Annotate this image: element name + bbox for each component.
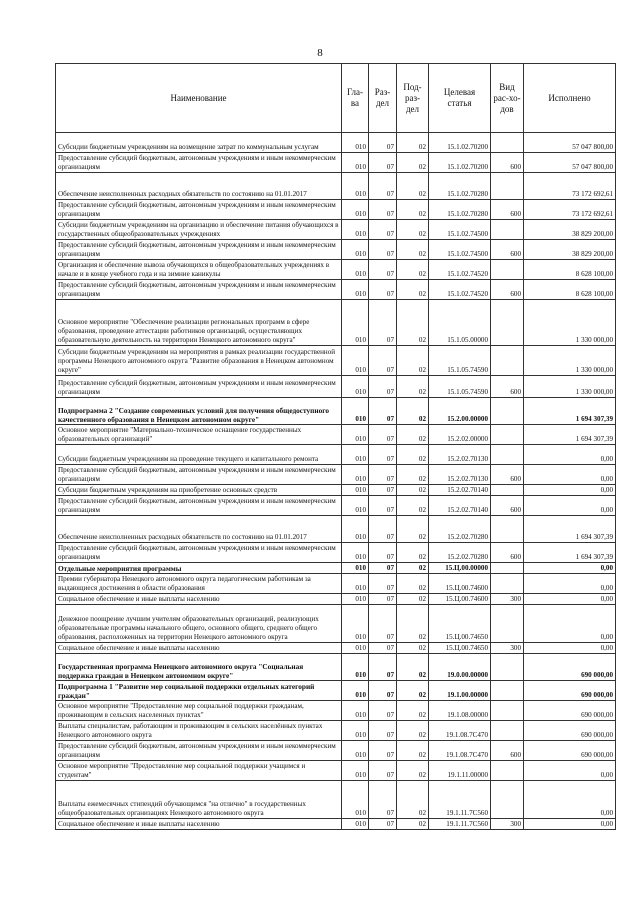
cell-vid: 600 [491, 543, 524, 563]
cell-vid: 600 [491, 376, 524, 398]
cell-podrazdel: 02 [397, 654, 429, 681]
cell-glava: 010 [342, 761, 369, 781]
cell-podrazdel: 02 [397, 220, 429, 240]
cell-vid [491, 173, 524, 200]
cell-glava: 010 [342, 260, 369, 280]
cell-amount: 73 172 692,61 [524, 200, 616, 220]
cell-vid: 600 [491, 240, 524, 260]
cell-vid [491, 574, 524, 594]
cell-name: Подпрограмма 2 "Создание современных условий для получения общедоступного качественного образования в Ненецком автономном округе" [56, 398, 342, 425]
cell-amount: 0,00 [524, 605, 616, 643]
cell-podrazdel: 02 [397, 563, 429, 574]
cell-glava: 010 [342, 200, 369, 220]
cell-tselevaya: 15.2.02.70130 [429, 445, 491, 465]
table-row [56, 574, 616, 594]
cell-name: Предоставление субсидий бюджетным, автономным учреждениям и иным некоммерческим организациям [56, 496, 342, 516]
cell-glava: 010 [342, 346, 369, 376]
table-row [56, 240, 616, 260]
cell-vid: 300 [491, 594, 524, 605]
cell-amount: 0,00 [524, 761, 616, 781]
cell-glava: 010 [342, 654, 369, 681]
cell-amount: 1 694 307,39 [524, 543, 616, 563]
cell-amount: 8 628 100,00 [524, 280, 616, 300]
header-razdel: Раз-дел [369, 64, 397, 133]
table-row [56, 133, 616, 153]
table-row [56, 681, 616, 701]
header-tselevaya: Целевая статья [429, 64, 491, 133]
cell-glava: 010 [342, 240, 369, 260]
table-row [56, 200, 616, 220]
cell-name: Предоставление субсидий бюджетным, автономным учреждениям и иным некоммерческим организациям [56, 240, 342, 260]
cell-amount: 690 000,00 [524, 681, 616, 701]
cell-tselevaya: 19.1.08.7С470 [429, 741, 491, 761]
cell-glava: 010 [342, 173, 369, 200]
cell-vid: 600 [491, 280, 524, 300]
cell-razdel: 07 [369, 681, 397, 701]
cell-name: Выплаты специалистам, работающим и проживающим в сельских населённых пунктах Ненецкого автономного округа [56, 721, 342, 741]
cell-name: Предоставление субсидий бюджетным, автономным учреждениям и иным некоммерческим организациям [56, 200, 342, 220]
cell-podrazdel: 02 [397, 260, 429, 280]
cell-glava: 010 [342, 376, 369, 398]
cell-podrazdel: 02 [397, 574, 429, 594]
cell-name: Выплаты ежемесячных стипендий обучающимся "на отлично" в государственных общеобразовательных организациях Ненецкого автономного округа [56, 781, 342, 819]
budget-table [55, 63, 616, 830]
cell-razdel: 07 [369, 376, 397, 398]
cell-name: Основное мероприятие "Предоставление мер социальной поддержки учащимся и студентам" [56, 761, 342, 781]
cell-podrazdel: 02 [397, 398, 429, 425]
cell-vid [491, 485, 524, 496]
cell-podrazdel: 02 [397, 701, 429, 721]
cell-amount: 0,00 [524, 594, 616, 605]
cell-name: Предоставление субсидий бюджетным, автономным учреждениям и иным некоммерческим организациям [56, 543, 342, 563]
cell-glava: 010 [342, 563, 369, 574]
cell-podrazdel: 02 [397, 445, 429, 465]
cell-vid [491, 260, 524, 280]
table-row [56, 516, 616, 543]
cell-name: Премии губернатора Ненецкого автономного округа педагогическим работникам за выдающиеся достижения в области образования [56, 574, 342, 594]
cell-amount: 1 330 000,00 [524, 346, 616, 376]
cell-podrazdel: 02 [397, 153, 429, 173]
cell-amount: 0,00 [524, 496, 616, 516]
table-row [56, 496, 616, 516]
header-podrazdel: Под-раз-дел [397, 64, 429, 133]
cell-tselevaya: 15.2.02.70140 [429, 496, 491, 516]
cell-podrazdel: 02 [397, 721, 429, 741]
cell-tselevaya: 15.1.05.00000 [429, 300, 491, 346]
cell-tselevaya: 15.Ц.00.74600 [429, 574, 491, 594]
cell-amount: 690 000,00 [524, 701, 616, 721]
cell-amount: 690 000,00 [524, 654, 616, 681]
cell-podrazdel: 02 [397, 543, 429, 563]
cell-amount: 0,00 [524, 445, 616, 465]
cell-razdel: 07 [369, 721, 397, 741]
cell-vid: 600 [491, 465, 524, 485]
cell-name: Предоставление субсидий бюджетным, автономным учреждениям и иным некоммерческим организациям [56, 465, 342, 485]
cell-name: Социальное обеспечение и иные выплаты населению [56, 594, 342, 605]
cell-tselevaya: 15.1.02.70200 [429, 153, 491, 173]
cell-vid [491, 654, 524, 681]
cell-glava: 010 [342, 445, 369, 465]
cell-name: Социальное обеспечение и иные выплаты населению [56, 643, 342, 654]
cell-glava: 010 [342, 701, 369, 721]
cell-podrazdel: 02 [397, 741, 429, 761]
cell-name: Отдельные мероприятия программы [56, 563, 342, 574]
cell-razdel: 07 [369, 496, 397, 516]
cell-vid [491, 398, 524, 425]
cell-razdel: 07 [369, 485, 397, 496]
cell-razdel: 07 [369, 173, 397, 200]
cell-razdel: 07 [369, 445, 397, 465]
cell-vid [491, 781, 524, 819]
cell-amount: 8 628 100,00 [524, 260, 616, 280]
cell-podrazdel: 02 [397, 173, 429, 200]
cell-name: Государственная программа Ненецкого автономного округа "Социальная поддержка граждан в Ненецком автономном округе" [56, 654, 342, 681]
cell-tselevaya: 15.1.02.74520 [429, 260, 491, 280]
cell-podrazdel: 02 [397, 643, 429, 654]
cell-name: Основное мероприятие "Обеспечение реализации региональных программ в сфере образования, проведение аттестации работников организаций, осуществляющих образовательную деятельность на территории Ненецкого автономного округа" [56, 300, 342, 346]
table-row [56, 761, 616, 781]
cell-razdel: 07 [369, 425, 397, 445]
cell-amount: 0,00 [524, 563, 616, 574]
cell-vid [491, 425, 524, 445]
cell-podrazdel: 02 [397, 200, 429, 220]
table-row [56, 654, 616, 681]
cell-amount: 690 000,00 [524, 721, 616, 741]
cell-razdel: 07 [369, 594, 397, 605]
header-name: Наименование [56, 64, 342, 133]
cell-amount: 0,00 [524, 574, 616, 594]
cell-razdel: 07 [369, 543, 397, 563]
cell-amount: 38 829 200,00 [524, 240, 616, 260]
cell-razdel: 07 [369, 133, 397, 153]
cell-razdel: 07 [369, 260, 397, 280]
table-row [56, 398, 616, 425]
cell-podrazdel: 02 [397, 681, 429, 701]
cell-podrazdel: 02 [397, 300, 429, 346]
cell-tselevaya: 15.2.00.00000 [429, 398, 491, 425]
table-row [56, 563, 616, 574]
cell-name: Предоставление субсидий бюджетным, автономным учреждениям и иным некоммерческим организациям [56, 741, 342, 761]
cell-razdel: 07 [369, 643, 397, 654]
cell-amount: 0,00 [524, 643, 616, 654]
cell-glava: 010 [342, 574, 369, 594]
cell-podrazdel: 02 [397, 761, 429, 781]
table-row [56, 741, 616, 761]
cell-tselevaya: 15.Ц.00.74600 [429, 594, 491, 605]
table-row [56, 346, 616, 376]
cell-glava: 010 [342, 425, 369, 445]
cell-name: Субсидии бюджетным учреждениям на мероприятия в рамках реализации государственной программы Ненецкого автономного округа "Развитие образования в Ненецком автономном округе" [56, 346, 342, 376]
cell-podrazdel: 02 [397, 496, 429, 516]
cell-amount: 1 694 307,39 [524, 398, 616, 425]
cell-podrazdel: 02 [397, 425, 429, 445]
cell-tselevaya: 15.1.02.74500 [429, 240, 491, 260]
table-row [56, 781, 616, 819]
cell-tselevaya: 19.0.00.00000 [429, 654, 491, 681]
cell-tselevaya: 15.Ц.00.74650 [429, 605, 491, 643]
cell-vid [491, 605, 524, 643]
cell-podrazdel: 02 [397, 605, 429, 643]
table-row [56, 543, 616, 563]
cell-vid [491, 445, 524, 465]
cell-name: Субсидии бюджетным учреждениям на организацию и обеспечение питания обучающихся в государственных общеобразовательных учреждениях [56, 220, 342, 240]
cell-razdel: 07 [369, 761, 397, 781]
cell-amount: 1 330 000,00 [524, 300, 616, 346]
cell-glava: 010 [342, 300, 369, 346]
cell-razdel: 07 [369, 701, 397, 721]
cell-razdel: 07 [369, 465, 397, 485]
table-row [56, 300, 616, 346]
cell-glava: 010 [342, 681, 369, 701]
cell-glava: 010 [342, 485, 369, 496]
cell-razdel: 07 [369, 240, 397, 260]
cell-name: Денежное поощрение лучшим учителям образовательных организаций, реализующих образовательные программы начального общего, основного общего, среднего общего образования, расположенных на территории Ненецкого автономного округа [56, 605, 342, 643]
cell-tselevaya: 15.1.05.74590 [429, 376, 491, 398]
cell-razdel: 07 [369, 200, 397, 220]
cell-razdel: 07 [369, 605, 397, 643]
header-glava: Гла-ва [342, 64, 369, 133]
table-row [56, 376, 616, 398]
cell-podrazdel: 02 [397, 280, 429, 300]
cell-razdel: 07 [369, 280, 397, 300]
cell-amount: 57 047 800,00 [524, 153, 616, 173]
table-header-row [56, 64, 616, 133]
cell-vid [491, 701, 524, 721]
cell-glava: 010 [342, 220, 369, 240]
cell-glava: 010 [342, 605, 369, 643]
cell-razdel: 07 [369, 398, 397, 425]
table-row [56, 594, 616, 605]
cell-tselevaya: 15.2.02.70130 [429, 465, 491, 485]
table-row [56, 220, 616, 240]
table-row [56, 445, 616, 465]
cell-name: Субсидии бюджетным учреждениям на возмещение затрат по коммунальным услугам [56, 133, 342, 153]
cell-podrazdel: 02 [397, 819, 429, 830]
cell-vid [491, 133, 524, 153]
table-row [56, 819, 616, 830]
cell-podrazdel: 02 [397, 346, 429, 376]
cell-name: Обеспечение неисполненных расходных обязательств по состоянию на 01.01.2017 [56, 516, 342, 543]
cell-vid: 600 [491, 153, 524, 173]
table-row [56, 605, 616, 643]
cell-podrazdel: 02 [397, 516, 429, 543]
cell-glava: 010 [342, 516, 369, 543]
table-row [56, 721, 616, 741]
table-row [56, 173, 616, 200]
table-row [56, 280, 616, 300]
cell-glava: 010 [342, 465, 369, 485]
cell-tselevaya: 19.1.11.00000 [429, 761, 491, 781]
cell-amount: 690 000,00 [524, 741, 616, 761]
cell-glava: 010 [342, 133, 369, 153]
cell-amount: 38 829 200,00 [524, 220, 616, 240]
cell-glava: 010 [342, 496, 369, 516]
cell-tselevaya: 15.2.02.70280 [429, 543, 491, 563]
cell-glava: 010 [342, 781, 369, 819]
cell-razdel: 07 [369, 819, 397, 830]
cell-razdel: 07 [369, 153, 397, 173]
cell-vid [491, 220, 524, 240]
cell-podrazdel: 02 [397, 485, 429, 496]
page-number: 8 [317, 47, 323, 59]
cell-razdel: 07 [369, 516, 397, 543]
cell-amount: 73 172 692,61 [524, 173, 616, 200]
cell-tselevaya: 15.1.02.70280 [429, 173, 491, 200]
cell-tselevaya: 19.1.11.7С560 [429, 819, 491, 830]
cell-razdel: 07 [369, 654, 397, 681]
table-body [56, 133, 616, 830]
header-ispolneno: Исполнено [524, 64, 616, 133]
cell-razdel: 07 [369, 563, 397, 574]
cell-amount: 1 694 307,39 [524, 516, 616, 543]
cell-name: Подпрограмма 1 "Развитие мер социальной поддержки отдельных категорий граждан" [56, 681, 342, 701]
cell-amount: 0,00 [524, 465, 616, 485]
cell-vid [491, 346, 524, 376]
cell-vid: 600 [491, 741, 524, 761]
cell-razdel: 07 [369, 300, 397, 346]
cell-vid: 300 [491, 819, 524, 830]
cell-amount: 1 330 000,00 [524, 376, 616, 398]
cell-name: Предоставление субсидий бюджетным, автономным учреждениям и иным некоммерческим организациям [56, 376, 342, 398]
cell-tselevaya: 15.1.02.70200 [429, 133, 491, 153]
cell-tselevaya: 15.1.02.70280 [429, 200, 491, 220]
table-row [56, 485, 616, 496]
cell-razdel: 07 [369, 346, 397, 376]
cell-glava: 010 [342, 543, 369, 563]
cell-vid [491, 300, 524, 346]
cell-vid: 600 [491, 200, 524, 220]
cell-amount: 0,00 [524, 781, 616, 819]
cell-amount: 57 047 800,00 [524, 133, 616, 153]
cell-glava: 010 [342, 153, 369, 173]
cell-tselevaya: 15.Ц.00.00000 [429, 563, 491, 574]
cell-podrazdel: 02 [397, 465, 429, 485]
cell-name: Субсидии бюджетным учреждениям на приобретение основных средств [56, 485, 342, 496]
cell-vid: 600 [491, 496, 524, 516]
cell-tselevaya: 15.1.05.74590 [429, 346, 491, 376]
cell-glava: 010 [342, 721, 369, 741]
cell-glava: 010 [342, 280, 369, 300]
cell-name: Социальное обеспечение и иные выплаты населению [56, 819, 342, 830]
cell-podrazdel: 02 [397, 781, 429, 819]
cell-name: Обеспечение неисполненных расходных обязательств по состоянию на 01.01.2017 [56, 173, 342, 200]
cell-glava: 010 [342, 594, 369, 605]
cell-amount: 0,00 [524, 819, 616, 830]
cell-name: Предоставление субсидий бюджетным, автономным учреждениям и иным некоммерческим организациям [56, 280, 342, 300]
cell-podrazdel: 02 [397, 240, 429, 260]
cell-vid [491, 563, 524, 574]
cell-amount: 0,00 [524, 485, 616, 496]
table-row [56, 643, 616, 654]
table-row [56, 425, 616, 445]
cell-glava: 010 [342, 398, 369, 425]
table-row [56, 465, 616, 485]
cell-vid [491, 681, 524, 701]
cell-glava: 010 [342, 741, 369, 761]
cell-vid [491, 721, 524, 741]
cell-name: Основное мероприятие "Материально-техническое оснащение государственных образовательных организаций" [56, 425, 342, 445]
table-row [56, 260, 616, 280]
cell-tselevaya: 15.1.02.74500 [429, 220, 491, 240]
cell-vid [491, 516, 524, 543]
cell-name: Предоставление субсидий бюджетным, автономным учреждениям и иным некоммерческим организациям [56, 153, 342, 173]
cell-tselevaya: 15.2.02.00000 [429, 425, 491, 445]
table-row [56, 153, 616, 173]
cell-tselevaya: 15.Ц.00.74650 [429, 643, 491, 654]
cell-podrazdel: 02 [397, 594, 429, 605]
cell-tselevaya: 19.1.11.7С560 [429, 781, 491, 819]
cell-name: Основное мероприятие "Предоставление мер социальной поддержки гражданам, проживающим в сельских населенных пунктах" [56, 701, 342, 721]
cell-name: Субсидии бюджетным учреждениям на проведение текущего и капитального ремонта [56, 445, 342, 465]
cell-razdel: 07 [369, 220, 397, 240]
cell-podrazdel: 02 [397, 133, 429, 153]
cell-tselevaya: 19.1.08.00000 [429, 701, 491, 721]
cell-glava: 010 [342, 643, 369, 654]
cell-podrazdel: 02 [397, 376, 429, 398]
table-row [56, 701, 616, 721]
cell-tselevaya: 15.1.02.74520 [429, 280, 491, 300]
cell-razdel: 07 [369, 741, 397, 761]
header-vid: Вид рас-хо-дов [491, 64, 524, 133]
cell-name: Организация и обеспечение вывоза обучающихся в общеобразовательных учреждениях в начале и в конце учебного года и на зимние каникулы [56, 260, 342, 280]
cell-tselevaya: 15.2.02.70280 [429, 516, 491, 543]
cell-tselevaya: 15.2.02.70140 [429, 485, 491, 496]
cell-razdel: 07 [369, 781, 397, 819]
cell-vid [491, 761, 524, 781]
cell-tselevaya: 19.1.00.00000 [429, 681, 491, 701]
cell-vid: 300 [491, 643, 524, 654]
cell-amount: 1 694 307,39 [524, 425, 616, 445]
cell-tselevaya: 19.1.08.7С470 [429, 721, 491, 741]
cell-razdel: 07 [369, 574, 397, 594]
cell-glava: 010 [342, 819, 369, 830]
